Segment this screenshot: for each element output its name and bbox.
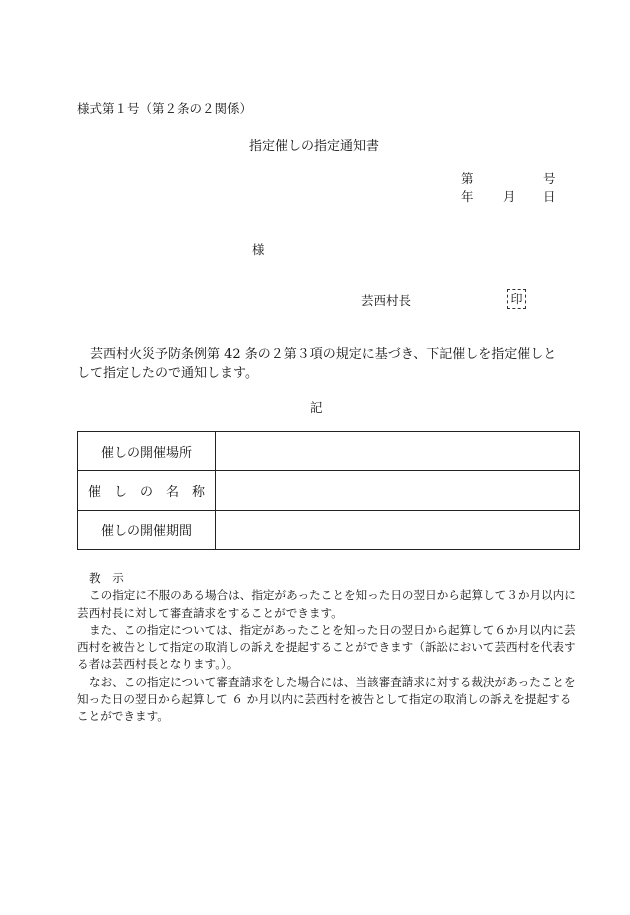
- appeal-notice-paragraph: また、この指定については、指定があったことを知った日の翌日から起算して６か月以内に芸西村を被告として指定の取消しの訴えを提起することができます（訴訟において芸西村を代表する者は芸西村長となります。）。: [77, 622, 576, 672]
- document-title: 指定催しの指定通知書: [249, 139, 380, 154]
- appeal-notice: [77, 570, 580, 726]
- date-year-label: 年: [461, 189, 474, 204]
- date-month-label: 月: [503, 189, 516, 204]
- event-period-value: [216, 510, 580, 549]
- event-venue-value: [216, 432, 580, 471]
- document-number-suffix: 号: [543, 171, 556, 186]
- table-row: [78, 432, 580, 471]
- table-row: [78, 471, 580, 510]
- event-period-label: 催しの開催期間: [78, 510, 216, 549]
- seal-mark: 印: [507, 289, 526, 309]
- event-name-value: [216, 471, 580, 510]
- document-number-prefix: 第: [461, 171, 474, 186]
- event-name-label: 催 し の 名 称: [78, 471, 216, 510]
- date-day-label: 日: [543, 189, 556, 204]
- appeal-notice-paragraph: なお、この指定について審査請求をした場合には、当該審査請求に対する裁決があったことを知った日の翌日から起算して ６ か月以内に芸西村を被告として指定の取消しの訴えを提起することができます。: [77, 674, 576, 724]
- form-number-label: 様式第１号（第２条の２関係）: [77, 101, 253, 116]
- event-details-table: [77, 431, 580, 550]
- appeal-notice-paragraph: この指定に不服のある場合は、指定があったことを知った日の翌日から起算して３か月以内に芸西村長に対して審査請求をすることができます。: [77, 588, 576, 620]
- ki-heading: 記: [310, 400, 323, 415]
- notification-body: [77, 345, 564, 383]
- notification-body-text: 芸西村火災予防条例第 42 条の２第３項の規定に基づき、下記催しを指定催しとして指定したので通知します。: [77, 347, 557, 381]
- appeal-notice-heading: 教 示: [89, 571, 124, 585]
- event-venue-label: 催しの開催場所: [78, 432, 216, 471]
- table-row: [78, 510, 580, 549]
- issuer-title: 芸西村長: [361, 293, 412, 308]
- addressee-suffix: 様: [252, 242, 265, 257]
